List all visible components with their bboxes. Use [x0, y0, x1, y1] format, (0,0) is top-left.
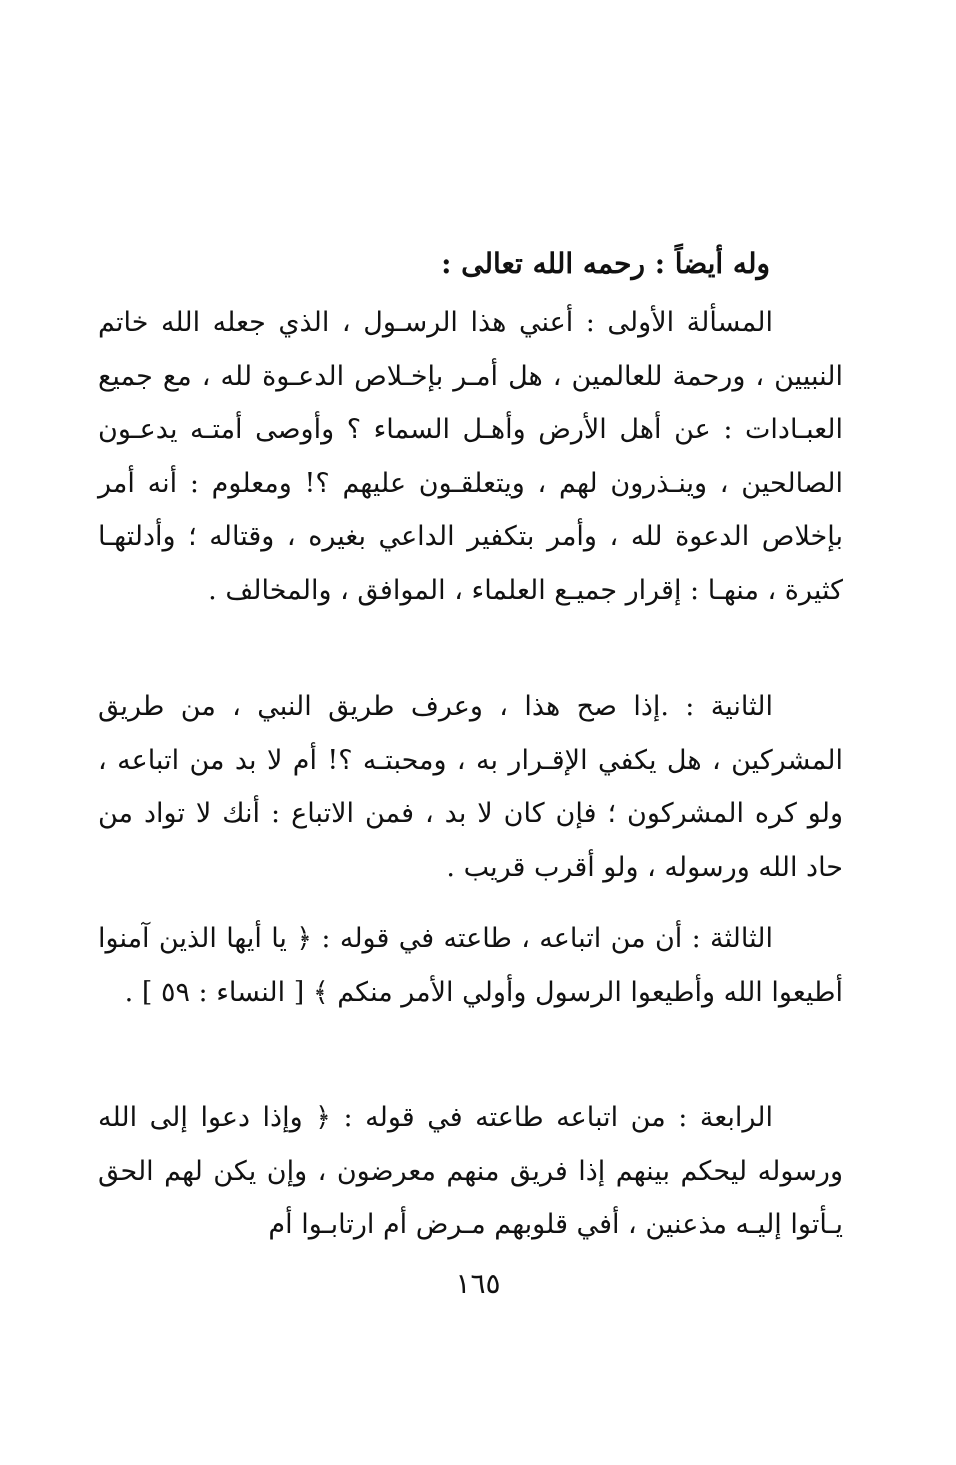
paragraph-fourth-question — [98, 1091, 843, 1252]
page-number: ١٦٥ — [455, 1267, 501, 1300]
paragraph-text: الرابعة : من اتباعه طاعته في قوله : ﴿ وإذا دعوا إلى الله ورسوله ليحكم بينهم إذا فريق منهم معرضون ، وإن يكن لهم الحق يـأتوا إليـه مذعنين ، أفي قلوبهم مـرض أم ارتابـوا أم — [98, 1102, 843, 1240]
section-heading: وله أيضاً : رحمه الله تعالى : — [441, 247, 770, 280]
paragraph-text: المسألة الأولى : أعني هذا الرسـول ، الذي جعله الله خاتم النبيين ، ورحمة للعالمين ، هل أمـر بإخـلاص الدعـوة لله ، مع جميع العبـادات : عن أهل الأرض وأهـل السماء ؟ وأوصى أمتـه يدعـون الصالحين ، وينـذرون لهم ، ويتعلقـون عليهم ؟! ومعلوم : أنه أمر بإخلاص الدعوة لله ، وأمر بتكفير الداعي بغيره ، وقتاله ؛ وأدلتهـا كثيرة ، منهـا : إقرار جميـع العلماء ، الموافق ، والمخالف . — [98, 307, 843, 606]
paragraph-second-question — [98, 680, 843, 894]
paragraph-text: الثانية : .إذا صح هذا ، وعرف طريق النبي ، من طريق المشركين ، هل يكفي الإقـرار به ، ومحبتـه ؟! أم لا بد من اتباعه ، ولو كره المشركون ؛ فإن كان لا بد ، فمن الاتباع : أنك لا تواد من حاد الله ورسوله ، ولو أقرب قريب . — [98, 691, 843, 883]
paragraph-first-question — [98, 296, 843, 617]
paragraph-text: الثالثة : أن من اتباعه ، طاعته في قوله : ﴿ يا أيها الذين آمنوا أطيعوا الله وأطيعوا الرسول وأولي الأمر منكم ﴾ [ النساء : ٥٩ ] . — [98, 923, 843, 1008]
paragraph-third-question — [98, 912, 843, 1019]
